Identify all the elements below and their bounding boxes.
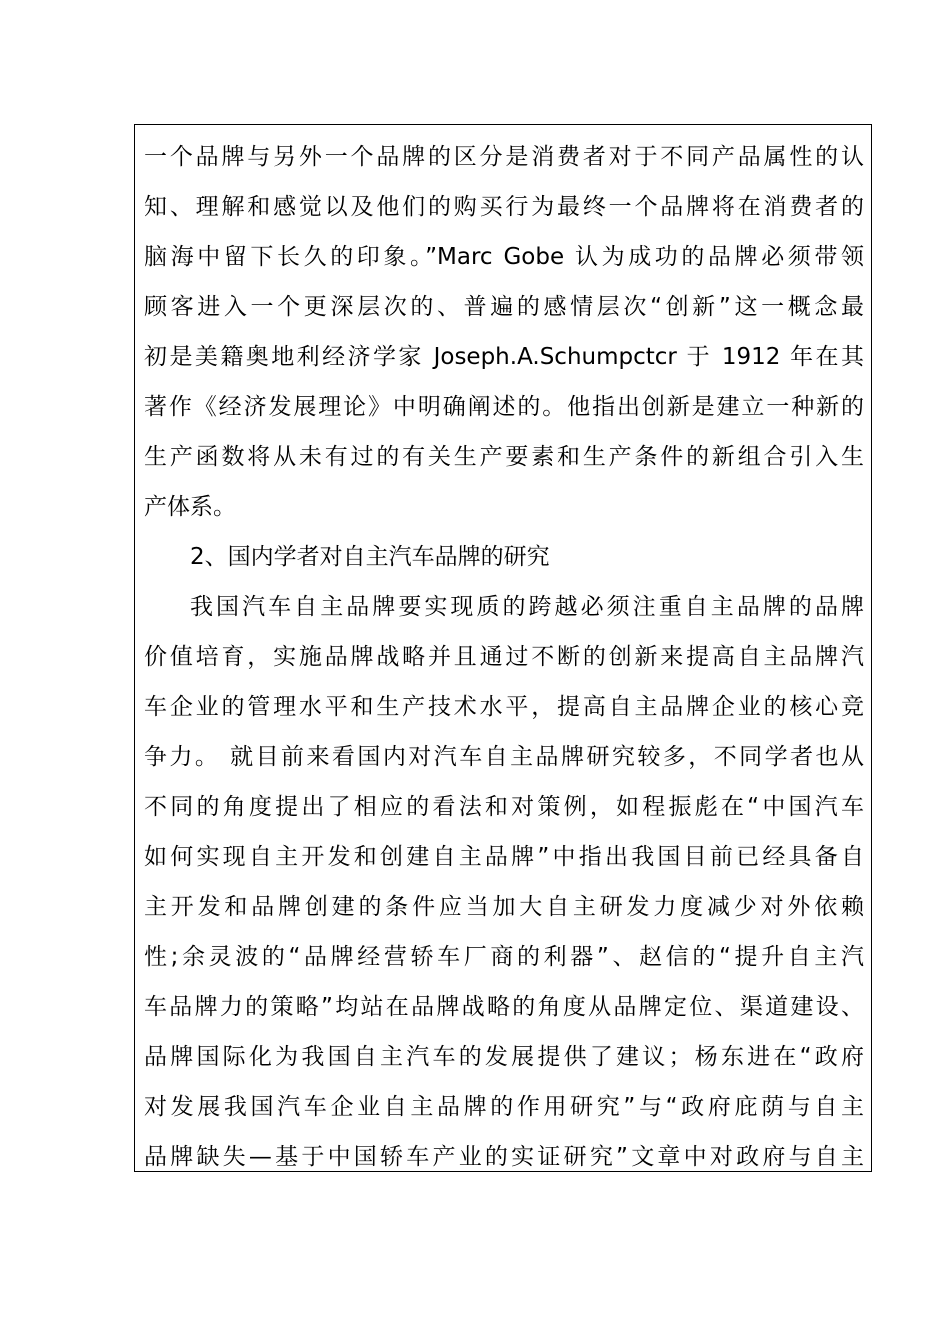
text-line: 产体系。 xyxy=(144,494,236,520)
text-line: 生产函数将从未有过的有关生产要素和生产条件的新组合引入生 xyxy=(144,444,864,470)
text-line: 品牌缺失—基于中国轿车产业的实证研究”文章中对政府与自主 xyxy=(144,1144,864,1170)
text-line: 初是美籍奥地利经济学家 Joseph.A.Schumpctcr 于 1912 年在其 xyxy=(144,344,864,370)
text-line: 品牌国际化为我国自主汽车的发展提供了建议；杨东进在“政府 xyxy=(144,1044,864,1070)
text-line: 脑海中留下长久的印象。”Marc Gobe 认为成功的品牌必须带领 xyxy=(144,244,864,270)
text-line: 顾客进入一个更深层次的、普遍的感情层次“创新”这一概念最 xyxy=(144,294,864,320)
text-line: 一个品牌与另外一个品牌的区分是消费者对于不同产品属性的认 xyxy=(144,144,864,170)
text-line: 如何实现自主开发和创建自主品牌”中指出我国目前已经具备自 xyxy=(144,844,864,870)
text-line: 争力。 就目前来看国内对汽车自主品牌研究较多，不同学者也从 xyxy=(144,744,864,770)
text-line: 著作《经济发展理论》中明确阐述的。他指出创新是建立一种新的 xyxy=(144,394,864,420)
text-line: 知、理解和感觉以及他们的购买行为最终一个品牌将在消费者的 xyxy=(144,194,864,220)
text-line: 主开发和品牌创建的条件应当加大自主研发力度减少对外依赖 xyxy=(144,894,864,920)
text-line: 2、国内学者对自主汽车品牌的研究 xyxy=(190,544,550,570)
text-line: 对发展我国汽车企业自主品牌的作用研究”与“政府庇荫与自主 xyxy=(144,1094,864,1120)
document-body xyxy=(144,132,864,1182)
text-line: 我国汽车自主品牌要实现质的跨越必须注重自主品牌的品牌 xyxy=(190,594,864,620)
text-line: 车企业的管理水平和生产技术水平，提高自主品牌企业的核心竞 xyxy=(144,694,864,720)
text-line: 性;余灵波的“品牌经营轿车厂商的利器”、赵信的“提升自主汽 xyxy=(144,944,864,970)
text-line: 不同的角度提出了相应的看法和对策例，如程振彪在“中国汽车 xyxy=(144,794,864,820)
text-line: 价值培育，实施品牌战略并且通过不断的创新来提高自主品牌汽 xyxy=(144,644,864,670)
text-line: 车品牌力的策略”均站在品牌战略的角度从品牌定位、渠道建设、 xyxy=(144,994,864,1020)
